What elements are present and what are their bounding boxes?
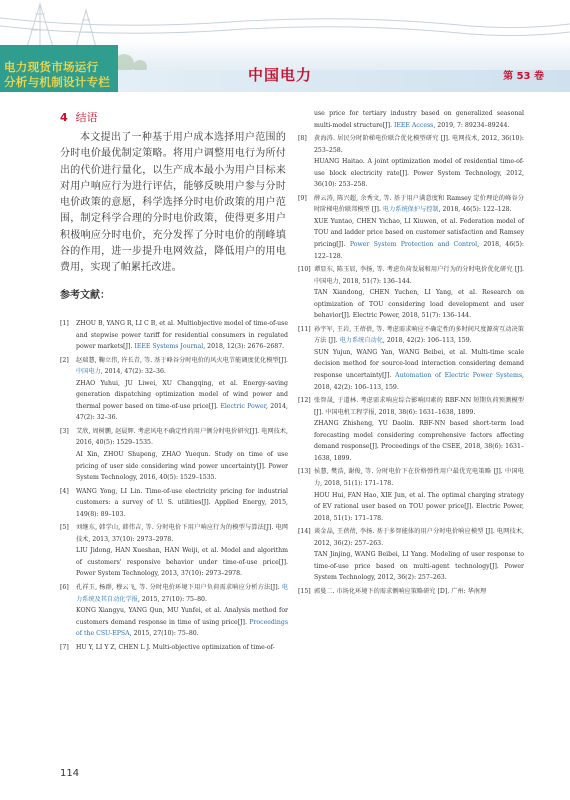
volume-label: 第 53 卷 <box>503 71 544 82</box>
reference-source-link[interactable]: 电力系统及其自动化学报 <box>76 584 288 603</box>
reference-text <box>76 486 288 521</box>
reference-text <box>314 466 524 489</box>
reference-item <box>298 133 524 191</box>
reference-citation: LIU Jidong, HAN Xueshan, HAN Weiji, et al. Model and algorithm of customers' responsive behavior under time-of-use price[J]. Power System Technology, 2013, 37(10): 2973–2978. <box>76 547 288 578</box>
reference-citation: 孔祥玉, 杨群, 穆云飞, 等. 分时电价环境下用户负荷需求响应分析方法[J]. <box>76 584 282 592</box>
reference-text <box>314 586 524 598</box>
reference-citation: TAN Jinjing, WANG Beibei, LI Yang. Modeling of user response to time-of-use price based on multi-agent technology[J]. Power System Technology, 2012, 36(2): 257–263. <box>314 551 524 582</box>
reference-text <box>314 549 524 584</box>
reference-text <box>76 545 288 580</box>
reference-number: [12] <box>298 397 311 405</box>
reference-item <box>298 395 524 464</box>
reference-item <box>298 324 524 393</box>
reference-item <box>60 522 288 580</box>
reference-text <box>314 418 524 464</box>
reference-item <box>298 264 524 322</box>
reference-number: [6] <box>60 584 69 592</box>
reference-source-link[interactable]: IEEE Systems Journal <box>134 343 204 351</box>
reference-item <box>298 586 524 598</box>
reference-citation: 赵瑞慧, 鞠立伟, 许长青, 等. 基于峰谷分时电价的风火电节能调度优化模型[J]. <box>76 356 288 364</box>
reference-citation-tail: , 2014, 47(2): 32–36. <box>76 402 289 422</box>
reference-text <box>314 156 524 191</box>
reference-source-link[interactable]: Automation of Electric Power Systems <box>394 372 523 380</box>
reference-source-link[interactable]: Proceedings of the CSU-EPSA <box>76 618 288 638</box>
reference-text <box>314 264 524 287</box>
reference-citation: HOU Hui, FAN Hao, XIE Jun, et al. The optimal charging strategy of EV rational user based on TOU power price[J]. Electric Power, 2018, 51(1): 171–178. <box>314 491 524 522</box>
reference-citation-tail: , 2018, 42(2): 106–113, 159. <box>382 337 472 345</box>
reference-number: [5] <box>60 524 69 532</box>
reference-citation: 孙宇军, 王岩, 王蓓蓓, 等. 考虑需求响应不确定性的多时间尺度源荷互动决策方法 [J]. <box>314 325 524 345</box>
section-number: 4 <box>60 111 68 124</box>
reference-citation: 谈金晶, 王蓓蓓, 李扬. 基于多智能体的用户分时电价响应模型 [J]. 电网技术, 2012, 36(2): 257–263. <box>314 528 524 547</box>
reference-citation: AI Xin, ZHOU Shupeng, ZHAO Yuequn. Study on time of use pricing of user side considering wind power uncertainty[J]. Power System Technology, 2016, 40(5): 1529–1535. <box>76 451 288 482</box>
reference-item <box>60 318 288 353</box>
reference-text <box>314 193 524 216</box>
reference-number: [11] <box>298 325 311 333</box>
page-number: 114 <box>60 768 80 779</box>
reference-citation: ZHANG Zhisheng, YU Daolin. RBF-NN based short-term load forecasting model considering comprehensive factors affecting demand response[J]. Proceedings of the CSEE, 2018, 38(6): 1631–1638, 1899. <box>314 420 524 462</box>
reference-text <box>314 287 524 322</box>
reference-number: [7] <box>60 643 69 651</box>
section-title: 结语 <box>75 111 98 124</box>
reference-item <box>60 355 288 424</box>
reference-text <box>76 642 288 654</box>
reference-source-link[interactable]: 中国电力 <box>76 368 101 376</box>
reference-text <box>314 108 524 131</box>
reference-text <box>314 347 524 393</box>
reference-citation: 艾欣, 周树鹏, 赵晨辉. 考虑风电不确定性的用户侧分时电价研究[J]. 电网技术, 2016, 40(5): 1529–1535. <box>76 427 288 447</box>
reference-item <box>298 108 524 131</box>
reference-citation: XUE Yuntao, CHEN Yichao, LI Xiuwen, et al. Federation model of TOU and ladder price based on customer satisfaction and Ramsey pricing[J]. <box>314 217 524 249</box>
journal-title: 中国电力 <box>248 66 313 84</box>
reference-text <box>76 449 288 484</box>
reference-text <box>76 522 288 545</box>
reference-citation: TAN Xiandong, CHEN Yuchen, LI Yang, et al. Research on optimization of TOU considering load development and user behavior[J]. Electric Power, 2018, 51(7): 136–144. <box>314 289 524 320</box>
reference-list-right <box>298 108 524 599</box>
reference-number: [13] <box>298 468 311 476</box>
reference-citation-tail: , 2015, 27(10): 75–80. <box>137 595 207 603</box>
reference-item <box>60 642 288 654</box>
reference-citation: use price for tertiary industry based on generalized seasonal multi-model structure[J]. <box>314 110 524 129</box>
reference-citation: 谭显东, 陈玉辰, 李扬, 等. 考虑负荷发展和用户行为的分时电价优化研究 [J]. 中国电力, 2018, 51(7): 136–144. <box>314 266 524 285</box>
reference-text <box>314 324 524 347</box>
reference-item <box>298 193 524 262</box>
reference-text <box>76 582 288 605</box>
conclusion-paragraph: 本文提出了一种基于用户成本选择用户范围的分时电价最优制定策略。将用户调整用电行为所付出的代价进行量化，以生产成本最小为用户目标来对用户响应行为进行评估，能够反映用户参与分时电价政策的意愿，科学选择分时电价政策的用户范围，制定科学合理的分时电价政策，使得更多用户积极响应分时电价，充分发挥了分时电价的削峰填谷的作用，进一步提升电网效益，降低用户的用电费用，实现了帕累托改进。 <box>60 132 286 274</box>
reference-citation: KONG Xiangyu, YANG Qun, MU Yunfei, et al. Analysis method for customers demand response in time of using price[J]. <box>76 607 288 626</box>
reference-citation-tail: , 2018, 12(3): 2676–2687. <box>203 343 285 351</box>
reference-source-link[interactable]: Electric Power <box>220 402 267 410</box>
section-heading <box>60 109 98 125</box>
column-badge-line2: 分析与机制设计专栏 <box>4 75 111 89</box>
reference-text <box>314 216 524 262</box>
reference-item <box>60 426 288 484</box>
reference-list-left <box>60 318 288 655</box>
column-badge <box>0 45 118 92</box>
reference-citation-tail: , 2015, 27(10): 75–80. <box>129 630 199 638</box>
reference-text <box>76 605 288 640</box>
reference-item <box>60 486 288 521</box>
reference-citation: WANG Yong, LI Lin. Time-of-use electricity pricing for industrial customers: a survey of U. S. utilities[J]. Applied Energy, 2015, 149(8): 89–103. <box>76 487 288 518</box>
reference-source-link[interactable]: 电力系统保护与控制 <box>382 206 439 214</box>
reference-text <box>76 355 288 378</box>
reference-number: [10] <box>298 266 311 274</box>
reference-item <box>60 582 288 640</box>
reference-citation: ZHOU B, YANG R, LI C B, et al. Multiobjective model of time-of-use and stepwise power tariff for residential consumers in regulated power markets[J]. <box>76 320 288 351</box>
reference-text <box>76 378 288 424</box>
reference-number: [4] <box>60 487 69 495</box>
reference-citation-tail: , 2018, 46(5): 122–128. <box>314 241 525 260</box>
reference-citation: 侯慧, 樊浩, 谢俊, 等. 分时电价下在价格弹性用户最优充电策略 [J]. 中国电力, 2018, 51(1): 171–178. <box>314 468 524 487</box>
reference-citation: 张智晟, 于道林. 考虑需求响应综合影响因素的 RBF-NN 短期负荷预测模型 [J]. 中国电机工程学报, 2018, 38(6): 1631–1638, 1899. <box>314 397 524 416</box>
reference-citation-tail: , 2018, 46(5): 122–128. <box>438 206 512 214</box>
reference-citation: 薛云涛, 陈兴超, 余秀文, 等. 基于用户满意度和 Ramsey 定价理论的峰谷分时阶梯电价联邦模型 [J]. <box>314 194 524 214</box>
reference-text <box>76 318 288 353</box>
reference-text <box>314 526 524 549</box>
reference-item <box>298 526 524 584</box>
reference-citation: ZHAO Yuhui, JU Liwei, XU Changqing, et al. Energy-saving generation dispatching optimization model of wind power and thermal power based on time-of-use price[J]. <box>76 379 288 410</box>
reference-citation: 刘继东, 韩学山, 韩伟吉, 等. 分时电价下用户响应行为的模型与算法[J]. 电网技术, 2013, 37(10): 2973–2978. <box>76 524 288 543</box>
reference-citation: 郭曼二. 市场化环境下的需求侧响应策略研究 [D]. 广州: 华南理 <box>314 587 487 595</box>
reference-number: [1] <box>60 320 69 327</box>
reference-text <box>314 133 524 156</box>
reference-source-link[interactable]: 电力系统自动化 <box>339 337 383 345</box>
reference-citation-tail: , 2018, 42(2): 106–113, 159. <box>314 372 524 391</box>
reference-source-link[interactable]: Power System Protection and Control <box>349 241 478 249</box>
reference-citation: 黄海涛. 居民分时阶梯电价联合优化模型研究 [J]. 电网技术, 2012, 36(10): 253–258. <box>314 135 524 154</box>
reference-citation-tail: , 2019, 7: 89234–89244. <box>433 121 510 129</box>
reference-citation: SUN Yujun, WANG Yan, WANG Beibei, et al. Multi-time scale decision method for source-load interaction considering demand response uncertainty[J]. <box>314 348 524 380</box>
header-banner <box>0 0 570 92</box>
reference-number: [9] <box>298 194 307 202</box>
reference-text <box>314 395 524 418</box>
reference-citation: HU Y, LI Y Z, CHEN L J. Multi-objective optimization of time-of- <box>76 643 275 651</box>
references-heading: 参考文献： <box>60 290 110 301</box>
reference-item <box>298 466 524 524</box>
reference-number: [14] <box>298 528 311 536</box>
reference-number: [2] <box>60 356 69 364</box>
reference-number: [15] <box>298 587 311 595</box>
column-badge-line1: 电力现货市场运行 <box>4 60 99 74</box>
reference-number: [8] <box>298 135 307 143</box>
reference-citation: HUANG Haitao. A joint optimization model of residential time-of-use block electricity rate[J]. Power System Technology, 2012, 36(10): 253–258. <box>314 158 524 189</box>
reference-text <box>314 490 524 525</box>
reference-source-link[interactable]: IEEE Access <box>393 121 434 129</box>
reference-text <box>76 426 288 449</box>
reference-citation-tail: , 2014, 47(2): 32–36. <box>100 368 166 376</box>
reference-number: [3] <box>60 427 69 435</box>
